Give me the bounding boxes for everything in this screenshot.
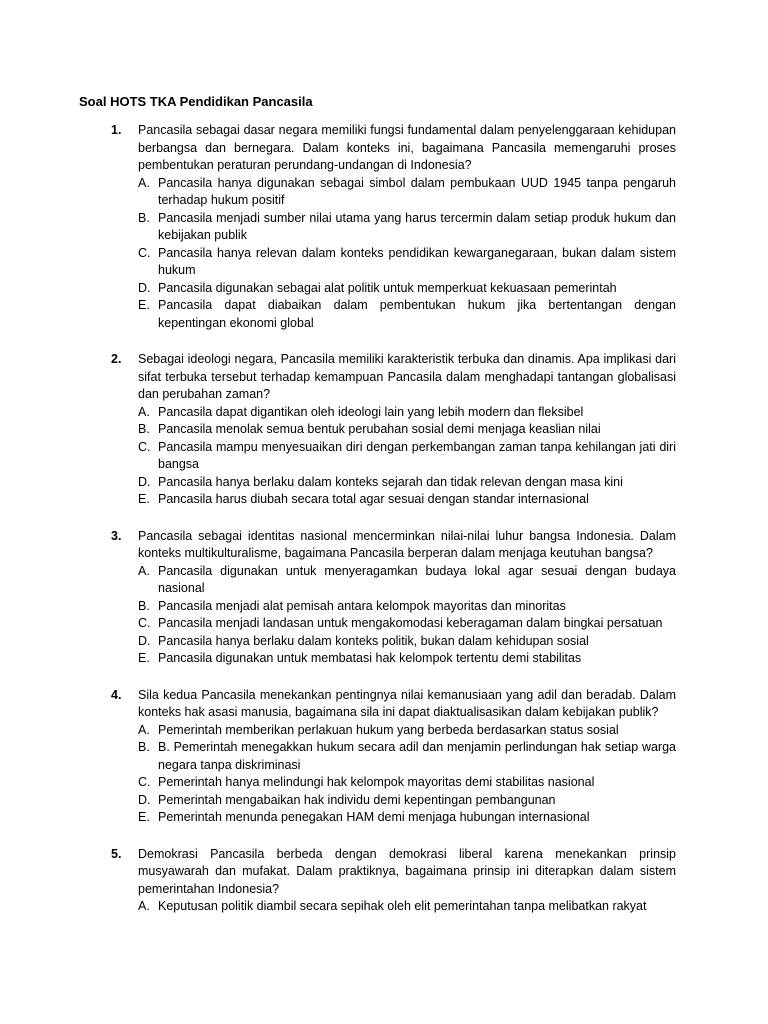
answer-option — [138, 421, 676, 439]
answer-option — [138, 633, 676, 651]
answer-option — [138, 792, 676, 810]
answer-option — [138, 245, 676, 280]
option-text: Pancasila hanya relevan dalam konteks pendidikan kewarganegaraan, bukan dalam sistem hukum — [158, 245, 676, 277]
option-letter: B. — [138, 740, 150, 754]
option-list — [138, 563, 676, 668]
option-letter: A. — [138, 722, 150, 737]
option-text: Pancasila dapat diabaikan dalam pembentukan hukum jika bertentangan dengan kepentingan ekonomi global — [158, 298, 676, 330]
option-letter: C. — [138, 775, 151, 789]
option-text: Pancasila menjadi landasan untuk mengakomodasi keberagaman dalam bingkai persatuan — [158, 616, 663, 630]
option-text: Pancasila menjadi sumber nilai utama yang harus tercermin dalam setiap produk hukum dan kebijakan publik — [158, 210, 676, 242]
answer-option — [138, 491, 676, 509]
option-letter: A. — [138, 899, 150, 913]
option-letter: B. — [138, 598, 150, 613]
answer-option — [138, 774, 676, 792]
document-title: Soal HOTS TKA Pendidikan Pancasila — [79, 94, 313, 109]
option-list — [138, 722, 676, 827]
answer-option — [138, 175, 676, 210]
option-letter: A. — [138, 404, 150, 419]
option-text: Pemerintah mengabaikan hak individu demi kepentingan pembangunan — [158, 792, 556, 807]
option-letter: D. — [138, 633, 151, 648]
option-text: Keputusan politik diambil secara sepihak oleh elit pemerintahan tanpa melibatkan rakyat — [158, 899, 647, 913]
option-list — [138, 404, 676, 509]
option-letter: B. — [138, 210, 150, 225]
option-list — [138, 175, 676, 333]
option-letter: E. — [138, 492, 150, 506]
option-letter: C. — [138, 439, 151, 454]
question-list — [0, 122, 768, 935]
option-text: Pancasila harus diubah secara total agar sesuai dengan standar internasional — [158, 492, 589, 506]
option-letter: E. — [138, 651, 150, 665]
answer-option — [138, 650, 676, 668]
question-text: Demokrasi Pancasila berbeda dengan demokrasi liberal karena menekankan prinsip musyawarah dan mufakat. Dalam praktiknya, bagaimana prinsip ini diterapkan dalam sistem pemerintahan Indonesia? — [138, 846, 676, 896]
option-text: Pancasila mampu menyesuaikan diri dengan perkembangan zaman tanpa kehilangan jati diri bangsa — [158, 439, 676, 471]
option-text: Pancasila digunakan untuk membatasi hak kelompok tertentu demi stabilitas — [158, 651, 582, 665]
answer-option — [138, 615, 676, 633]
answer-option — [138, 898, 676, 916]
option-text: Pemerintah memberikan perlakuan hukum yang berbeda berdasarkan status sosial — [158, 722, 619, 737]
option-letter: C. — [138, 616, 151, 630]
question-item — [0, 846, 768, 916]
option-text: B. Pemerintah menegakkan hukum secara adil dan menjamin perlindungan hak setiap warga negara tanpa diskriminasi — [158, 740, 676, 772]
answer-option — [138, 598, 676, 616]
option-letter: E. — [138, 298, 150, 312]
answer-option — [138, 404, 676, 422]
answer-option — [138, 280, 676, 298]
question-number: 1. — [111, 123, 122, 137]
option-text: Pancasila menjadi alat pemisah antara kelompok mayoritas dan minoritas — [158, 598, 566, 613]
question-text: Pancasila sebagai identitas nasional mencerminkan nilai-nilai luhur bangsa Indonesia. Dalam konteks multikulturalisme, bagaimana Pancasila berperan dalam menjaga keutuhan bangsa? — [138, 528, 676, 560]
option-text: Pancasila dapat digantikan oleh ideologi lain yang lebih modern dan fleksibel — [158, 404, 584, 419]
question-item — [0, 687, 768, 827]
option-text: Pancasila digunakan sebagai alat politik untuk memperkuat kekuasaan pemerintah — [158, 280, 617, 295]
option-text: Pemerintah menunda penegakan HAM demi menjaga hubungan internasional — [158, 810, 590, 824]
option-letter: D. — [138, 280, 151, 295]
option-text: Pancasila menolak semua bentuk perubahan sosial demi menjaga keaslian nilai — [158, 422, 601, 436]
question-item — [0, 122, 768, 332]
option-text: Pancasila hanya berlaku dalam konteks politik, bukan dalam kehidupan sosial — [158, 633, 589, 648]
question-number: 2. — [111, 352, 122, 366]
answer-option — [138, 297, 676, 332]
option-text: Pemerintah hanya melindungi hak kelompok mayoritas demi stabilitas nasional — [158, 775, 595, 789]
question-number: 3. — [111, 528, 122, 543]
question-number: 5. — [111, 846, 122, 861]
option-text: Pancasila hanya digunakan sebagai simbol dalam pembukaan UUD 1945 tanpa pengaruh terhadap hukum positif — [158, 175, 676, 207]
question-text: Sebagai ideologi negara, Pancasila memiliki karakteristik terbuka dan dinamis. Apa implikasi dari sifat terbuka tersebut terhadap kemampuan Pancasila dalam menghadapi tantangan globalisasi dan perubahan zaman? — [138, 352, 676, 401]
option-list — [138, 898, 676, 916]
option-letter: A. — [138, 175, 150, 190]
answer-option — [138, 563, 676, 598]
option-text: Pancasila digunakan untuk menyeragamkan budaya lokal agar sesuai dengan budaya nasional — [158, 563, 676, 595]
option-letter: D. — [138, 474, 151, 489]
option-letter: B. — [138, 422, 150, 436]
option-letter: C. — [138, 245, 151, 260]
option-text: Pancasila hanya berlaku dalam konteks sejarah dan tidak relevan dengan masa kini — [158, 474, 623, 489]
option-letter: E. — [138, 810, 150, 824]
question-number: 4. — [111, 687, 122, 702]
option-letter: A. — [138, 563, 150, 578]
option-letter: D. — [138, 792, 151, 807]
question-item — [0, 351, 768, 509]
answer-option — [138, 210, 676, 245]
answer-option — [138, 722, 676, 740]
answer-option — [138, 809, 676, 827]
answer-option — [138, 439, 676, 474]
answer-option — [138, 474, 676, 492]
answer-option — [138, 739, 676, 774]
question-text: Pancasila sebagai dasar negara memiliki fungsi fundamental dalam penyelenggaraan kehidupan berbangsa dan bernegara. Dalam konteks ini, bagaimana Pancasila memengaruhi proses pembentukan peraturan perundang-undangan di Indonesia? — [138, 123, 676, 172]
question-text: Sila kedua Pancasila menekankan pentingnya nilai kemanusiaan yang adil dan beradab. Dalam konteks hak asasi manusia, bagaimana sila ini dapat diaktualisasikan dalam kebijakan publik? — [138, 687, 676, 719]
question-item — [0, 528, 768, 668]
